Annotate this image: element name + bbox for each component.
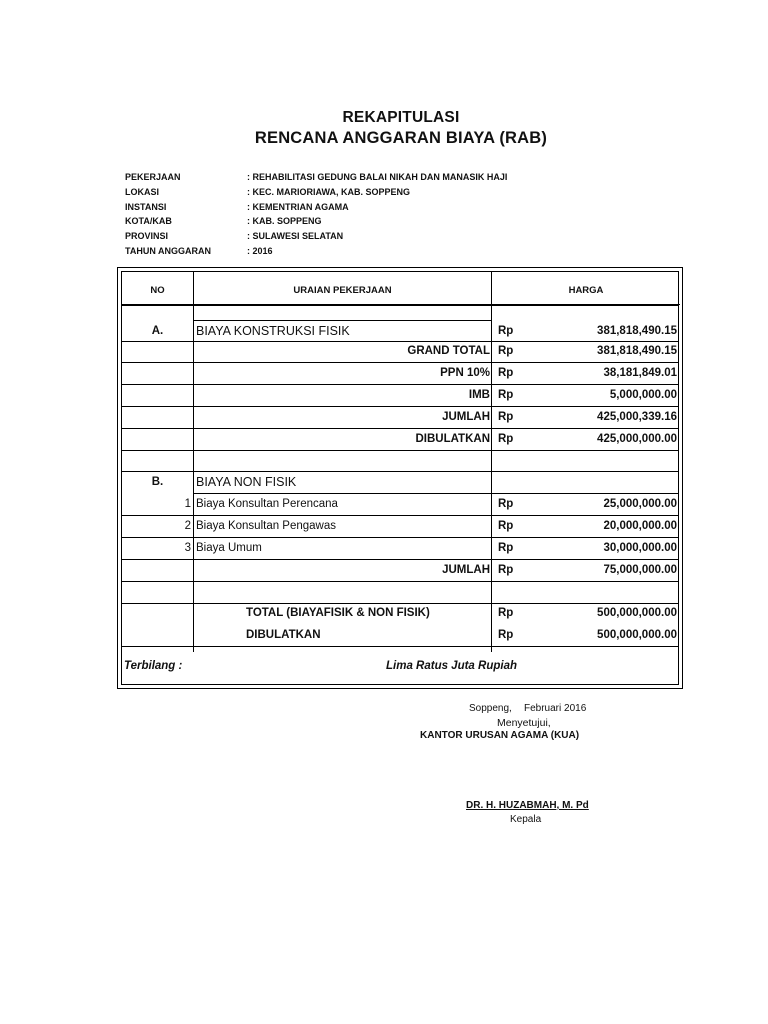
header-uraian: URAIAN PEKERJAAN	[194, 277, 491, 305]
dibulatkan-total-row	[122, 625, 678, 646]
rab-table	[121, 271, 679, 685]
section-b-title: BIAYA NON FISIK	[196, 475, 297, 489]
terbilang-label: Terbilang :	[124, 660, 183, 672]
dibulatkan-a-row	[122, 429, 678, 450]
info-value: : SULAWESI SELATAN	[247, 231, 344, 242]
header-harga: HARGA	[492, 277, 680, 305]
info-value: : KEMENTRIAN AGAMA	[247, 201, 349, 212]
signature-name: DR. H. HUZABMAH, M. Pd	[466, 800, 589, 811]
row-amount: 5,000,000.00	[609, 389, 677, 401]
row-divider	[122, 305, 678, 306]
grand-total-row	[122, 341, 678, 362]
section-a-no: A.	[151, 325, 164, 337]
total-rp: Rp	[498, 607, 514, 619]
dibulatkan-rp: Rp	[498, 629, 514, 641]
info-label: TAHUN ANGGARAN	[125, 245, 211, 256]
info-value: : 2016	[247, 245, 273, 256]
item-row	[122, 494, 678, 515]
item-number: 2	[184, 520, 191, 532]
item-number: 1	[184, 498, 191, 510]
row-rp: Rp	[498, 389, 514, 401]
item-desc: Biaya Konsultan Pengawas	[196, 520, 337, 532]
row-label: DIBULATKAN	[415, 433, 490, 445]
item-row	[122, 538, 678, 559]
row-amount: 425,000,000.00	[597, 433, 677, 445]
signature-position: Kepala	[510, 814, 542, 825]
row-label: JUMLAH	[442, 411, 490, 423]
signature-approval: Menyetujui,	[497, 717, 551, 729]
row-label: IMB	[468, 389, 490, 401]
document-title: REKAPITULASI	[342, 109, 460, 126]
row-rp: Rp	[498, 345, 514, 357]
item-number: 3	[184, 542, 191, 554]
ppn-row	[122, 363, 678, 384]
signature-office: KANTOR URUSAN AGAMA (KUA)	[420, 730, 580, 741]
section-a-rp: Rp	[498, 325, 514, 337]
item-amount: 30,000,000.00	[603, 542, 677, 554]
info-value: : KEC. MARIORIAWA, KAB. SOPPENG	[247, 186, 411, 197]
item-row	[122, 516, 678, 537]
info-value: : KAB. SOPPENG	[247, 216, 322, 227]
dibulatkan-amount: 500,000,000.00	[597, 629, 677, 641]
row-rp: Rp	[498, 564, 514, 576]
info-value: : REHABILITASI GEDUNG BALAI NIKAH DAN MANASIK HAJI	[247, 172, 508, 182]
row-label: PPN 10%	[440, 367, 490, 379]
row-amount: 381,818,490.15	[597, 345, 677, 357]
total-label: TOTAL (BIAYAFISIK & NON FISIK)	[246, 607, 430, 619]
jumlah-a-row	[122, 407, 678, 428]
imb-row	[122, 385, 678, 406]
section-b-no: B.	[151, 476, 164, 488]
row-amount: 75,000,000.00	[603, 564, 677, 576]
terbilang-value: Lima Ratus Juta Rupiah	[386, 660, 517, 672]
row-rp: Rp	[498, 411, 514, 423]
info-label: INSTANSI	[125, 201, 167, 212]
rab-table-frame	[117, 267, 683, 689]
item-rp: Rp	[498, 498, 514, 510]
section-a-amount: 381,818,490.15	[597, 325, 677, 337]
section-b-row	[122, 472, 678, 493]
document-subtitle: RENCANA ANGGARAN BIAYA (RAB)	[254, 129, 548, 147]
item-amount: 25,000,000.00	[603, 498, 677, 510]
total-amount: 500,000,000.00	[597, 607, 677, 619]
info-label: PROVINSI	[125, 231, 169, 242]
total-row	[122, 603, 678, 624]
item-desc: Biaya Konsultan Perencana	[196, 498, 338, 510]
row-amount: 38,181,849.01	[603, 367, 677, 379]
row-divider	[122, 581, 678, 582]
dibulatkan-label: DIBULATKAN	[246, 629, 321, 641]
item-amount: 20,000,000.00	[603, 520, 677, 532]
row-label: GRAND TOTAL	[407, 345, 490, 357]
info-label: KOTA/KAB	[125, 216, 172, 227]
row-rp: Rp	[498, 433, 514, 445]
item-desc: Biaya Umum	[196, 542, 262, 554]
item-rp: Rp	[498, 542, 514, 554]
item-rp: Rp	[498, 520, 514, 532]
signature-date: Februari 2016	[524, 703, 587, 714]
signature-place: Soppeng,	[469, 703, 512, 714]
info-label: PEKERJAAN	[125, 172, 181, 182]
row-label: JUMLAH	[442, 564, 490, 576]
row-amount: 425,000,339.16	[597, 411, 677, 423]
info-label: LOKASI	[125, 186, 160, 197]
row-divider	[122, 646, 678, 647]
row-divider	[122, 450, 678, 451]
jumlah-b-row	[122, 560, 678, 581]
section-a-row	[122, 321, 678, 342]
row-rp: Rp	[498, 367, 514, 379]
header-no: NO	[122, 277, 193, 305]
section-a-title: BIAYA KONSTRUKSI FISIK	[196, 324, 350, 338]
